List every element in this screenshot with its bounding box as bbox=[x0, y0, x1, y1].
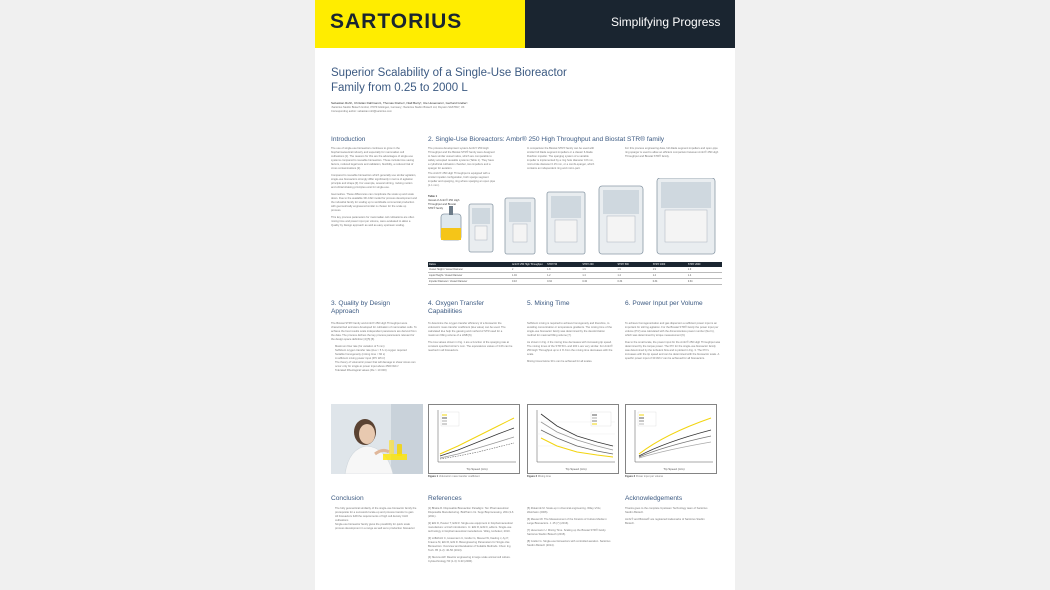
table-header-cell: Ambr® 250 High Throughput bbox=[512, 262, 543, 266]
table-caption-label: Table 1 bbox=[428, 195, 438, 198]
conclusion-bullet: • All bioreactors fulfil the requirements of high cell density CHO cultivations bbox=[335, 515, 417, 523]
table-cell: 1.9 bbox=[687, 267, 692, 271]
section2-col2: The Ambr® 250 High Throughput is equipped with a similar impeller configuration, both sparge segment impeller and sparging, ring where sparging an open pipe (1.1 mm). bbox=[428, 172, 496, 187]
brand-bar bbox=[315, 0, 525, 48]
reference-item: [8] Greller G. Single-use bioreactors with controlled aeration. Sartorius Stedim Biotech (2014). bbox=[527, 540, 611, 547]
figure2-caption bbox=[527, 475, 551, 478]
acknowledgements-text bbox=[625, 507, 715, 537]
reference-item: [5] Zlokarnik M. Scale-up in chemical engineering. Wiley-VCH, Weinheim (2006). bbox=[527, 507, 602, 514]
section4-heading-line2: Capabilities bbox=[428, 308, 463, 315]
table-cell: 0.34 bbox=[582, 279, 587, 283]
table-cell: 1.4 bbox=[617, 273, 621, 277]
poster-page bbox=[315, 0, 735, 590]
figure1-caption bbox=[428, 475, 480, 478]
section5-paragraph: Sufficient mixing is required to achieve homogeneity and therefore, to avoiding concentration or temperature gradients. The mixing time of the single-use bioreactor family was determined by the decolorization method for maximal filling volume [7]. bbox=[527, 322, 612, 337]
figure2-caption-label: Figure 2 bbox=[527, 475, 538, 478]
str-500-vessel bbox=[547, 192, 585, 254]
section3-paragraph: The Biostat STR® family and Ambr® 250 High Throughput were characterized and were developed for cultivation of mammalian cells. To achieve the best results scale independent parameters are derived from the data. The process defines the key process parameters relevant for the design space definition [4] [5] [6]. bbox=[331, 322, 417, 341]
table-cell: Liquid Height / Vessel Diameter bbox=[429, 273, 463, 277]
figure3-caption-text: Power input per volume bbox=[635, 475, 664, 478]
section5-heading: 5. Mixing Time bbox=[527, 300, 570, 307]
intro-paragraph: Geometries. These differences can complicate the scale up and scale down. Due to the available 3D-CAD model for process development and the industrial family for scaling up to worldwide commercial production with geometrically engineered similar is chosen for the scale up process. bbox=[331, 193, 417, 212]
section6-text bbox=[625, 322, 721, 382]
section4-heading bbox=[428, 300, 484, 316]
table-cell: 0.34 bbox=[687, 279, 693, 283]
conclusion-bullet: • The fully geometrical similarity of the single-use bioreactor family the prerequisite for a successful scale-up and process transfer to gain bbox=[335, 507, 417, 515]
ratios-table bbox=[428, 262, 722, 285]
acknowledgements-paragraph: Thanks goes to the complete Upstream Technology team of Sartorius Stedim Biotech. bbox=[625, 507, 708, 514]
section3-heading-line1: 3. Quality by Design bbox=[331, 300, 391, 307]
table-header-cell: Ratios bbox=[429, 262, 436, 266]
acknowledgements-paragraph: Ambr® and Biostat® are registered trademarks of Sartorius Stedim Biotech. bbox=[625, 518, 705, 525]
section6-paragraph: Due to the small scale, the power input for the Ambr® 250 High Throughput was determined by the torque power. The P/V for the single-use bioreactor family was determined by the turbulent flow and is plotted in Fig. 3. The P/V's increases with the tip speed and can be determined with the bioreactor scale. A specific power input of 30 W/m³ can be achieved for all bioreactors. bbox=[625, 341, 721, 360]
x-axis-label: Tip Speed (m/s) bbox=[466, 467, 488, 471]
table-header-cell: STR® 50 bbox=[547, 262, 558, 266]
section6-heading: 6. Power Input per Volume bbox=[625, 300, 703, 307]
conclusion-bullet-list bbox=[331, 507, 417, 531]
introduction-text bbox=[331, 147, 417, 287]
section2-col3: In comparison the Biostat STR® family can be used with similar full blade segment impellers or a classic 6-blade Rushton impeller. The sparging system of a variable impeller is implemented by a ring hole diameter 0.8 mm, micro-hole diameter 0.15 mm, or a combi-sparger, which contains an independent ring and micro-part. bbox=[527, 147, 595, 170]
references-heading: References bbox=[428, 495, 462, 502]
table-cell: Impeller Diameter / Vessel Diameter bbox=[429, 279, 468, 283]
section3-bullet: • The theory of volumetric power that will damage to shear stress can occur only for single-to power input above 2500 W/m³ bbox=[335, 361, 417, 369]
table-cell: 1.8 bbox=[547, 267, 551, 271]
references-col2 bbox=[527, 507, 613, 567]
introduction-heading: Introduction bbox=[331, 136, 366, 143]
table-caption-text: Vessel of Ambr® 250 High Throughput and Biostat STR® family bbox=[428, 199, 460, 210]
section5-paragraph: Mixing times below 30 s can be achieved for all scales. bbox=[527, 360, 593, 363]
affiliations: ¹Sartorius Stedim Biotech GmbH, 37079 Göttingen, Germany; ²Sartorius Stedim Biotech Ltd, Royston SG8 5WY, UK bbox=[331, 105, 465, 109]
str-50-vessel bbox=[469, 204, 493, 252]
figure3-caption bbox=[625, 475, 663, 478]
section6-paragraph: To achieve homogeneization and gas dispersion a sufficient power input is an important for stirring agitation. For the Biostat STR® family the power input per volume (P/V) was calculated with the dimensionless power number (Ne=1), which was determined by torque measurement [6]. bbox=[625, 322, 719, 337]
str-2000-vessel bbox=[657, 178, 715, 254]
table-cell: 1.9 bbox=[582, 267, 586, 271]
tagline-bar bbox=[525, 0, 735, 48]
section4-text bbox=[428, 322, 514, 382]
x-axis-label: Tip Speed (m/s) bbox=[565, 467, 587, 471]
table-cell: 1.9 bbox=[617, 267, 621, 271]
poster-title bbox=[331, 66, 601, 96]
sartorius-logo: SARTORIUS bbox=[330, 10, 463, 33]
section3-text bbox=[331, 322, 417, 394]
section3-bullet: • Sufficient oxygen transfer rate (kLa > 5 h-1) oxygen required bbox=[335, 349, 417, 353]
table-cell: Vessel Height / Vessel Diameter bbox=[429, 267, 464, 271]
references-col1 bbox=[428, 507, 514, 579]
section3-heading-line2: Approach bbox=[331, 308, 360, 315]
table-row bbox=[428, 279, 722, 285]
acknowledgements-heading: Acknowledgements bbox=[625, 495, 683, 502]
section2-col4: For this process engineering data, full-blade segment impellers and open-pipe ring sparger is used to allow an efficient comparison between Ambr® 250 High Throughput and Biostat STR® family. bbox=[625, 147, 719, 158]
reference-item: [3] Löffelholz C, Husemann U, Greller G, Meusel W, Kauling J, Ay P, Kraume M, Eibl R, Eibl D. Bioengineering Parameters for Single-Use Bioreactors: Overview and Evaluation of Suitable Methods. Chem Ing Tech. 85 (1-2): 40-56 (2013). bbox=[428, 537, 511, 552]
table-cell: 1.2 bbox=[547, 273, 551, 277]
power-input-chart bbox=[625, 404, 717, 474]
figure2-caption-text: Mixing time bbox=[537, 475, 551, 478]
str-1000-vessel bbox=[599, 186, 643, 254]
intro-paragraph: This key process parameters for mammalian cell cultivations are often mixing time and power input per volume, were evaluated to allow a Quality by Design approach as well as easy upstream scaling. bbox=[331, 216, 415, 227]
table-cell: 1.4 bbox=[687, 273, 692, 277]
str-200-vessel bbox=[505, 198, 535, 254]
kla-chart bbox=[428, 404, 520, 474]
section4-paragraph: To determine the oxygen transfer efficiency of a bioreactor the volumetric mass transfer coefficient (kLa value) can be used. The calculated kLa help the gassing and method of STR used for a maximum filling volume of a HNB [6]. bbox=[428, 322, 506, 337]
authors-block bbox=[331, 101, 631, 115]
figure1-caption-text: Volumetric mass transfer coefficient bbox=[438, 475, 480, 478]
section4-heading-line1: 4. Oxygen Transfer bbox=[428, 300, 485, 307]
table-cell: 0.43 bbox=[512, 279, 517, 283]
intro-paragraph: The use of single-use bioreactors continues to grow in the biopharmaceutical industry and especially for mammalian cell cultivations [1]. The reasons for this are the advantages of single-use systems compared to reusable bioreactors. These include time saving factors, reduced legal texts and validation, flexibility, a reduced risk of cross contaminations [2]. bbox=[331, 147, 415, 170]
table-header-cell: STR® 1000 bbox=[652, 262, 666, 266]
corresponding-author: Corresponding author: sebastian.ruhl@sartorius.com bbox=[331, 110, 392, 113]
table-cell: 1.4 bbox=[652, 273, 657, 277]
table-cell: 1.9 bbox=[652, 267, 657, 271]
section3-bullet: • Tolerated Rheological values (Re > 10 000) bbox=[335, 369, 417, 373]
intro-paragraph: Compared to reusable bioreactors which generally use similar agitation, single-use bioreactors strongly differ significantly in terms of agitation principle and shape [3]. For example, several stirring, rocking motion and orbital shaking principles exist for single-use. bbox=[331, 174, 417, 189]
table-cell: 1.4 bbox=[582, 273, 586, 277]
reference-item: [7] Husemann U. Mixing Time. Scaling up the Biostat STR® family. Sartorius Stedim Biotech (2015). bbox=[527, 529, 607, 536]
tagline: Simplifying Progress bbox=[611, 15, 721, 29]
section2-col1: The process development system Ambr® 250 High Throughput and the Biostat STR® family were designed to have similar vessel ratios, which are comparable to widely accepted reusable systems (Table 1). They have a cylindrical cultivation chamber, two impellers and a sparger for aeration. bbox=[428, 147, 495, 170]
reference-item: [2] Eibl D, Peuker T, Eibl R. Single-use equipment in biopharmaceutical manufacture: a brief introduction. In: Eibl R, Eibl D, editors. Single-use technology in biopharmaceutical manufacture. Wiley, Hoboken; 2010. bbox=[428, 522, 513, 533]
table-cell: 0.34 bbox=[547, 279, 552, 283]
reference-item: [1] Bhatia R. Disposable Bioreaction Paradigm: Ten Pharmaceutical Disposable Manufacturing. BioPharm Int. Supp Bioprocessing. 2011;3-6 (2011). bbox=[428, 507, 514, 518]
conclusion-text bbox=[331, 507, 417, 547]
section3-bullet: • A sufficient mixing power input (P/V W/m³) bbox=[335, 357, 417, 361]
reference-item: [4] Nienow AW. Reactor engineering in large scale animal cell culture. Cytotechnology 50 (1-3): 9-33 (2006). bbox=[428, 556, 511, 563]
section3-bullet: • Suitable homogeneity (mixing time < 60 s) bbox=[335, 353, 417, 357]
conclusion-bullet: • Single-use bioreactor family gives the possibility for quick scale process development in a range as well as to production bioreactor bbox=[335, 523, 417, 531]
table-header-cell: STR® 200 bbox=[582, 262, 594, 266]
section3-bullet: • Maximum flow rate (for variation of 5 mm) bbox=[335, 345, 417, 349]
section5-paragraph: As shown in Fig. 2 the mixing time decreases with increasing tip speed. The mixing times of the STR 50 L and 200 L are very similar. For Ambr® 250 High Throughput up to 2 % from the mixing time decreases with the scale. bbox=[527, 341, 613, 356]
poster-title-line1: Superior Scalability of a Single-Use Bioreactor bbox=[331, 67, 567, 79]
x-axis-label: Tip Speed (m/s) bbox=[663, 467, 685, 471]
reference-item: [6] Meusel W. The Measurement of the Kinetics of Culture Media in Large Bioreactors. J. 45 (7) (2016). bbox=[527, 518, 607, 525]
conclusion-heading: Conclusion bbox=[331, 495, 364, 502]
table-cell: 0.34 bbox=[617, 279, 623, 283]
figure1-caption-label: Figure 1 bbox=[428, 475, 439, 478]
table-header-cell: STR® 2000 bbox=[687, 262, 701, 266]
table-cell: 0.34 bbox=[652, 279, 658, 283]
section4-paragraph: The kLa values shown in Fig. 1 are a function of the sparging rate at constant specified stirrer's nom. The equivalence values of 3.06 can be reached in all bioreactors. bbox=[428, 341, 513, 352]
table-cell: 1.04 bbox=[512, 273, 517, 277]
section3-heading bbox=[331, 300, 390, 316]
mixing-time-chart bbox=[527, 404, 619, 474]
author-list: Sebastian Ruhl¹, Christian Dahlmann¹, Thomas Dreher¹, Niall Barry³, Ute Husemann¹, Gerhard Greller¹ bbox=[331, 101, 468, 105]
section2-heading: 2. Single-Use Bioreactors: Ambr® 250 High Throughput and Biostat STR® family bbox=[428, 136, 665, 143]
figure3-caption-label: Figure 3 bbox=[625, 475, 636, 478]
section3-bullet-list bbox=[331, 345, 417, 373]
table-header-cell: STR® 500 bbox=[617, 262, 629, 266]
table-cell: 2 bbox=[512, 267, 514, 271]
ambr-250-vessel bbox=[441, 206, 461, 240]
poster-title-line2: Family from 0.25 to 2000 L bbox=[331, 82, 468, 94]
section5-text bbox=[527, 322, 613, 382]
bioreactor-family-illustration bbox=[435, 178, 721, 258]
scientist-photo bbox=[331, 404, 423, 474]
